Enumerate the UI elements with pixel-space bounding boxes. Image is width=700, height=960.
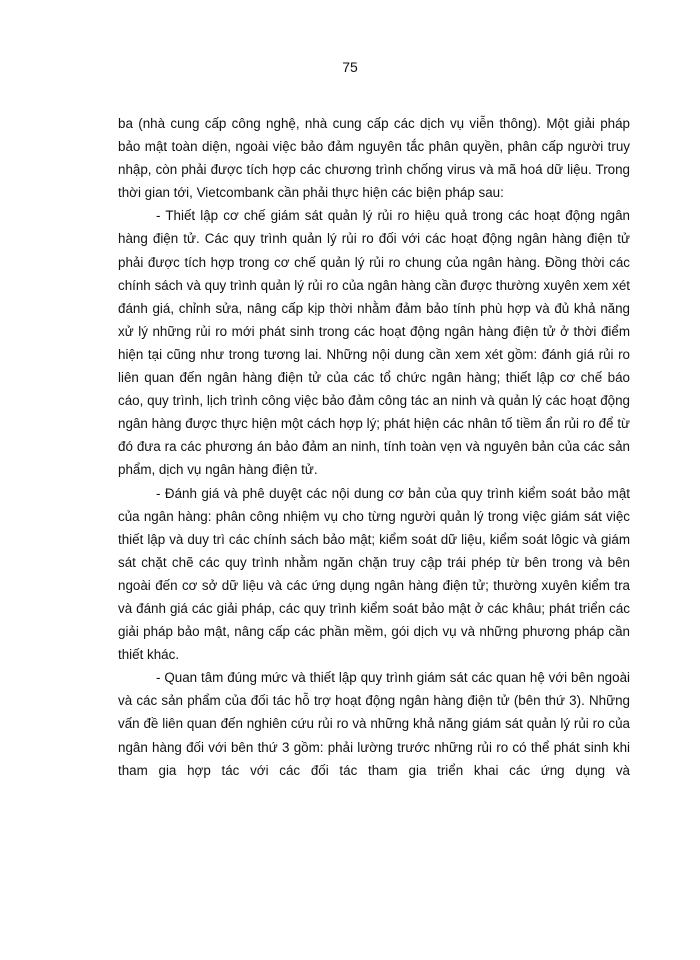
paragraph-intro: ba (nhà cung cấp công nghệ, nhà cung cấp các dịch vụ viễn thông). Một giải pháp bảo mật toàn diện, ngoài việc bảo đảm nguyên tắc phân quyền, phân cấp người truy nhập, còn phải được tích hợp các chương trình chống virus và mã hoá dữ liệu. Trong thời gian tới, Vietcombank cần phải thực hiện các biện pháp sau: xyxy=(118,116,630,201)
body-text xyxy=(118,112,630,782)
paragraph-third-party: - Quan tâm đúng mức và thiết lập quy trình giám sát các quan hệ với bên ngoài và các sản phẩm của đối tác hỗ trợ hoạt động ngân hàng điện tử (bên thứ 3). Những vấn đề liên quan đến nghiên cứu rủi ro và những khả năng giám sát quản lý rủi ro của ngân hàng đối với bên thứ 3 gồm: phải lường trước những rủi ro có thể phát sinh khi tham gia hợp tác với các đối tác tham gia triển khai các ứng dụng và xyxy=(118,670,630,778)
paragraph-risk-monitoring: - Thiết lập cơ chế giám sát quản lý rủi ro hiệu quả trong các hoạt động ngân hàng điện tử. Các quy trình quản lý rủi ro đối với các hoạt động ngân hàng điện tử phải được tích hợp trong cơ chế quản lý rủi ro chung của ngân hàng. Đồng thời các chính sách và quy trình quản lý rủi ro của ngân hàng cần được thường xuyên xem xét đánh giá, chỉnh sửa, nâng cấp kịp thời nhằm đảm bảo tính phù hợp và đủ khả năng xử lý những rủi ro mới phát sinh trong các hoạt động ngân hàng điện tử ở thời điểm hiện tại cũng như trong tương lai. Những nội dung cần xem xét gồm: đánh giá rủi ro liên quan đến ngân hàng điện tử của các tổ chức ngân hàng; thiết lập cơ chế báo cáo, quy trình, lịch trình công việc bảo đảm công tác an ninh và quản lý các hoạt động ngân hàng được thực hiện một cách hợp lý; phát hiện các nhân tố tiềm ẩn rủi ro để từ đó đưa ra các phương án bảo đảm an ninh, tính toàn vẹn và nguyên bản của các sản phẩm, dịch vụ ngân hàng điện tử. xyxy=(118,208,630,478)
page-number: 75 xyxy=(342,59,358,75)
paragraph-security-control: - Đánh giá và phê duyệt các nội dung cơ bản của quy trình kiểm soát bảo mật của ngân hàng: phân công nhiệm vụ cho từng người quản lý trong việc giám sát việc thiết lập và duy trì các chính sách bảo mật; kiểm soát dữ liệu, kiểm soát lôgic và giám sát chặt chẽ các quy trình nhằm ngăn chặn truy cập trái phép từ bên trong và bên ngoài đến cơ sở dữ liệu và các ứng dụng ngân hàng điện tử; thường xuyên kiểm tra và đánh giá các giải pháp, các quy trình kiểm soát bảo mật ở các khâu; phát triển các giải pháp bảo mật, nâng cấp các phần mềm, gói dịch vụ và những phương pháp cần thiết khác. xyxy=(118,485,630,663)
